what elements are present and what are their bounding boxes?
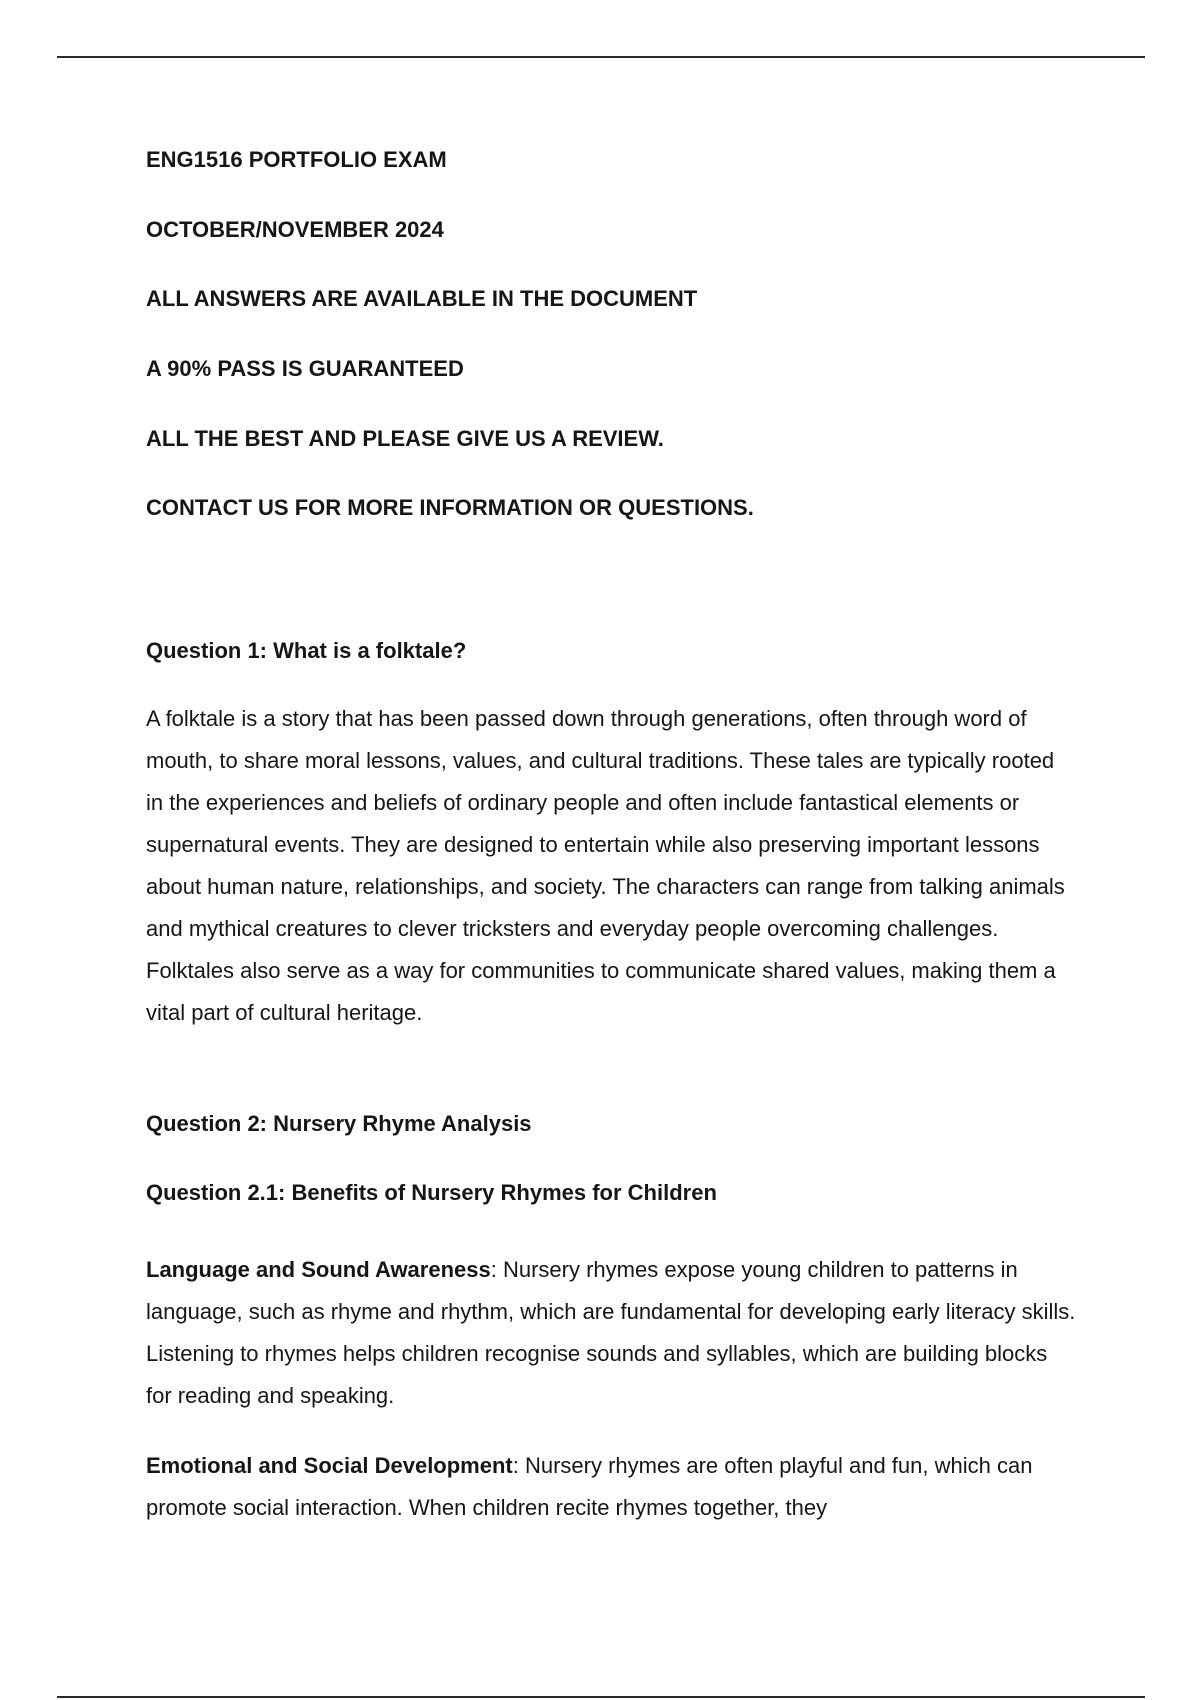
top-rule bbox=[57, 56, 1145, 58]
benefit-text-language: : Nursery rhymes expose young children to patterns in language, such as rhyme and rhythm, which are fundamental for developing early literacy skills. Listening to rhymes helps children recognise sounds and syllables, which are building blocks for reading and speaking. bbox=[146, 1257, 1076, 1408]
benefit-paragraph-emotional bbox=[146, 1445, 1076, 1529]
question-2-1-heading: Question 2.1: Benefits of Nursery Rhymes for Children bbox=[146, 1180, 717, 1205]
question-1-answer: A folktale is a story that has been passed down through generations, often through word of mouth, to share moral lessons, values, and cultural traditions. These tales are typically rooted in the experiences and beliefs of ordinary people and often include fantastical elements or supernatural events. They are designed to entertain while also preserving important lessons about human nature, relationships, and society. The characters can range from talking animals and mythical creatures to clever tricksters and everyday people overcoming challenges. Folktales also serve as a way for communities to communicate shared values, making them a vital part of cultural heritage. bbox=[146, 706, 1065, 1025]
question-1-heading: Question 1: What is a folktale? bbox=[146, 638, 467, 663]
bottom-rule bbox=[57, 1696, 1145, 1698]
notice-review-request: ALL THE BEST AND PLEASE GIVE US A REVIEW. bbox=[146, 426, 664, 451]
notice-answers-available: ALL ANSWERS ARE AVAILABLE IN THE DOCUMENT bbox=[146, 286, 698, 311]
exam-session: OCTOBER/NOVEMBER 2024 bbox=[146, 217, 444, 242]
notice-pass-guaranteed: A 90% PASS IS GUARANTEED bbox=[146, 356, 464, 381]
exam-title: ENG1516 PORTFOLIO EXAM bbox=[146, 147, 447, 172]
benefit-text-emotional: : Nursery rhymes are often playful and fun, which can promote social interaction. When children recite rhymes together, they bbox=[146, 1453, 1033, 1520]
benefit-lead-emotional: Emotional and Social Development bbox=[146, 1453, 513, 1478]
question-2-heading: Question 2: Nursery Rhyme Analysis bbox=[146, 1111, 532, 1136]
benefit-lead-language: Language and Sound Awareness bbox=[146, 1257, 491, 1282]
notice-contact: CONTACT US FOR MORE INFORMATION OR QUESTIONS. bbox=[146, 495, 754, 520]
benefit-paragraph-language bbox=[146, 1249, 1076, 1417]
